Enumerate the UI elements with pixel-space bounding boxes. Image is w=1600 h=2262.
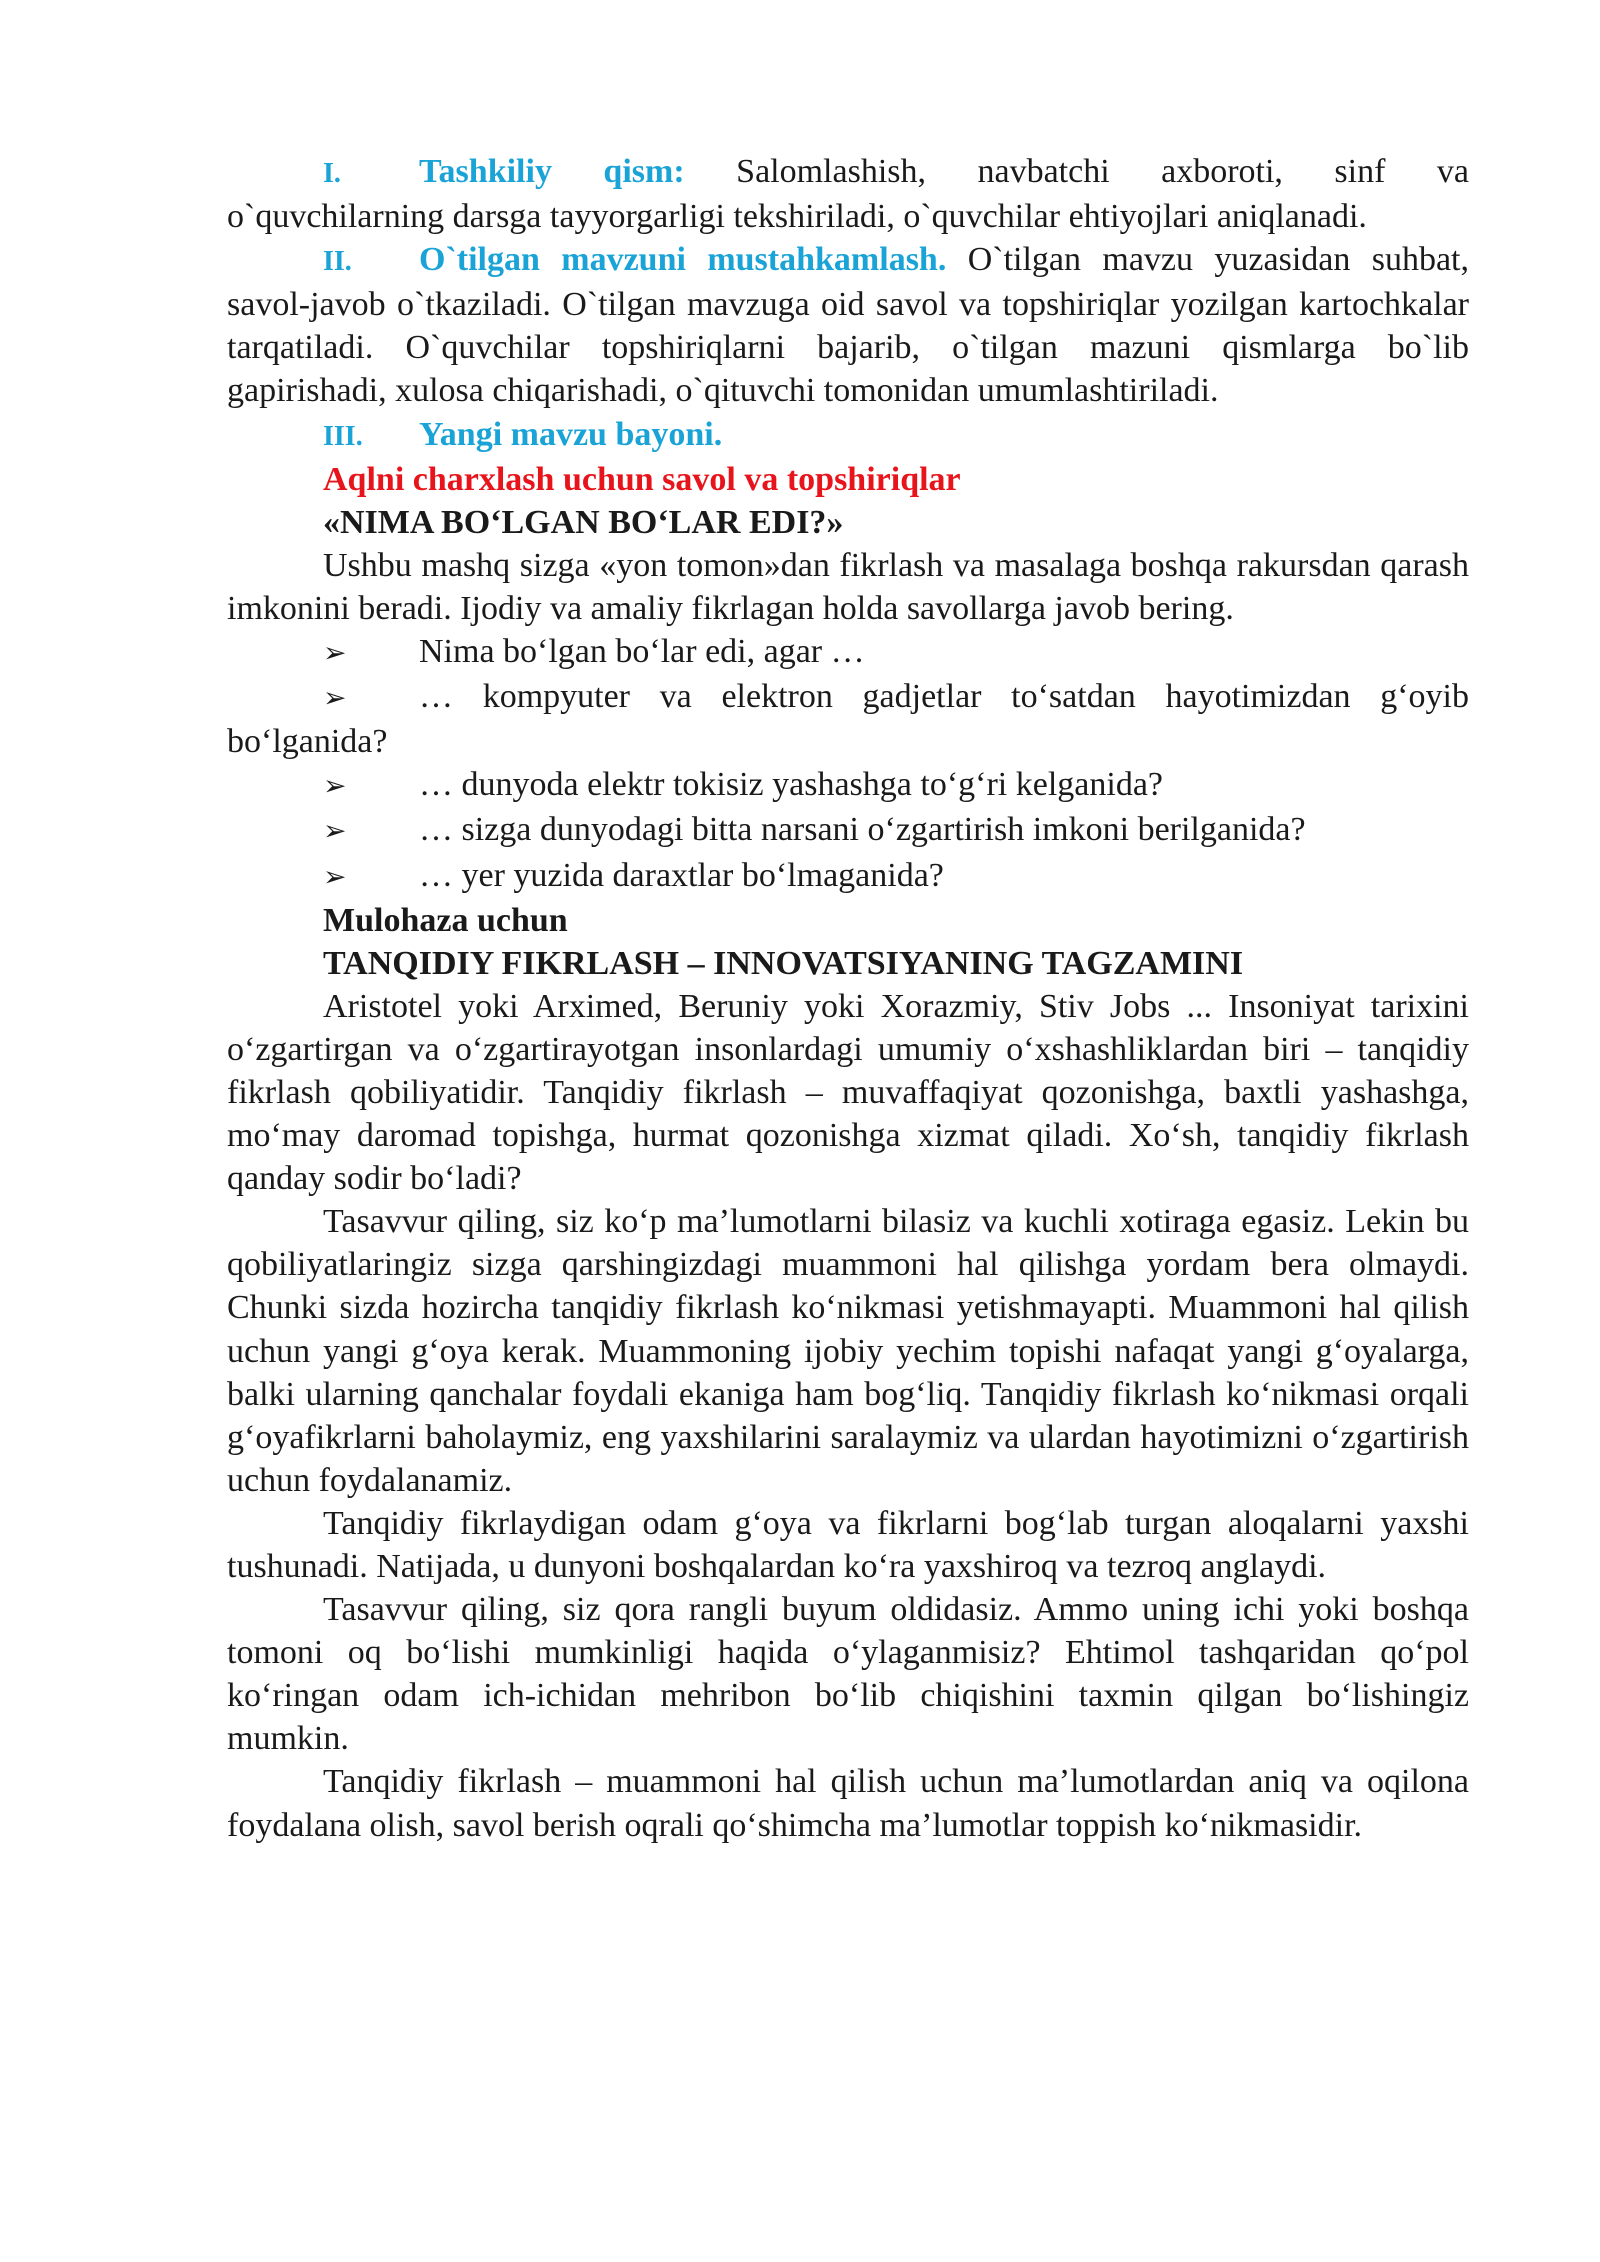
bullet-item: [227, 854, 1469, 899]
section-text: Salomlashish, navbatchi axboroti, sinf va: [736, 153, 1469, 190]
body-paragraph: Tanqidiy fikrlaydigan odam g‘oya va fikrlarni bog‘lab turgan aloqalarni yaxshi tushunadi. Natijada, u dunyoni boshqalardan ko‘ra yaxshiroq va tezroq anglaydi.: [227, 1504, 1469, 1585]
bullet-item: [227, 808, 1469, 853]
section-number: III.: [323, 420, 363, 452]
section-number: I.: [323, 158, 341, 189]
section-text: O`tilgan mavzu yuzasidan suhbat, savol-javob o`tkaziladi. O`tilgan mavzuga oid savol va topshiriqlar yozilgan kartochkalar tarqatiladi. O`quvchilar topshiriqlarni bajarib, o`tilgan mazuni qismlarga bo`lib gapirishadi, xulosa chiqarishadi, o`qituvchi tomonidan umumlashtiriladi.: [227, 241, 1469, 410]
bullet-text: … yer yuzida daraxtlar bo‘lmaganida?: [419, 856, 944, 894]
exercise-title: «NIMA BO‘LGAN BO‘LAR EDI?»: [323, 503, 844, 541]
reflection-label: Mulohaza uchun: [323, 901, 568, 939]
section-2: [227, 238, 1469, 412]
arrow-bullet-icon: ➢: [323, 771, 347, 803]
section-3: [227, 413, 1469, 458]
bullet-item: [227, 763, 1469, 808]
body-paragraph: Aristotel yoki Arximed, Beruniy yoki Xorazmiy, Stiv Jobs ... Insoniyat tarixini o‘zgartirgan va o‘zgartirayotgan insonlardagi umumiy o‘xshashliklardan biri – tanqidiy fikrlash qobiliyatidir. Tanqidiy fikrlash – muvaffaqiyat qozonishga, baxtli yashashga, mo‘may daromad topishga, hurmat qozonishga xizmat qiladi. Xo‘sh, tanqidiy fikrlash qanday sodir bo‘ladi?: [227, 987, 1469, 1198]
section-1-continuation: o`quvchilarning darsga tayyorgarligi tekshiriladi, o`quvchilar ehtiyojlari aniqlanadi.: [227, 198, 1367, 236]
arrow-bullet-icon: ➢: [323, 683, 347, 715]
arrow-bullet-icon: ➢: [323, 816, 347, 848]
arrow-bullet-icon: ➢: [323, 861, 347, 893]
body-paragraph: Tasavvur qiling, siz ko‘p ma’lumotlarni bilasiz va kuchli xotiraga egasiz. Lekin bu qobiliyatlaringiz sizga qarshingizdagi muammoni hal qilishga yordam bera olmaydi. Chunki sizda hozircha tanqidiy fikrlash ko‘nikmasi yetishmayapti. Muammoni hal qilish uchun yangi g‘oya kerak. Muammoning ijobiy yechim topishi nafaqat yangi g‘oyalarga, balki ularning qanchalar foydali ekaniga ham bog‘liq. Tanqidiy fikrlash ko‘nikmasi orqali g‘oyafikrlarni baholaymiz, eng yaxshilarini saralaymiz va ulardan hayotimizni o‘zgartirish uchun foydalanamiz.: [227, 1203, 1469, 1499]
body-paragraph: Tanqidiy fikrlash – muammoni hal qilish uchun ma’lumotlardan aniq va oqilona foydalana olish, savol berish oqrali qo‘shimcha ma’lumotlar toppish ko‘nikmasidir.: [227, 1763, 1469, 1844]
red-heading: Aqlni charxlash uchun savol va topshiriqlar: [323, 460, 961, 498]
bullet-item: [227, 630, 1469, 675]
document-page: [227, 150, 1469, 1847]
bullet-text: Nima bo‘lgan bo‘lar edi, agar …: [419, 633, 865, 671]
bullet-text: … kompyuter va elektron gadjetlar to‘satdan hayotimizdan g‘oyib bo‘lganida?: [227, 678, 1469, 761]
section-title: O`tilgan mavzuni mustahkamlash.: [419, 241, 947, 279]
article-title: TANQIDIY FIKRLASH – INNOVATSIYANING TAGZAMINI: [323, 944, 1244, 982]
section-title: Tashkiliy qism:: [419, 153, 685, 190]
section-title: Yangi mavzu bayoni.: [419, 415, 723, 453]
section-1: [227, 150, 1469, 195]
exercise-intro: Ushbu mashq sizga «yon tomon»dan fikrlash va masalaga boshqa rakursdan qarash imkonini beradi. Ijodiy va amaliy fikrlagan holda savollarga javob bering.: [227, 546, 1469, 627]
bullet-text: … sizga dunyodagi bitta narsani o‘zgartirish imkoni berilganida?: [419, 811, 1306, 849]
bullet-item: [227, 675, 1469, 763]
arrow-bullet-icon: ➢: [323, 638, 347, 670]
section-number: II.: [323, 246, 352, 278]
body-paragraph: Tasavvur qiling, siz qora rangli buyum oldidasiz. Ammo uning ichi yoki boshqa tomoni oq bo‘lishi mumkinligi haqida o‘ylaganmisiz? Ehtimol tashqaridan qo‘pol ko‘ringan odam ich-ichidan mehribon bo‘lib chiqishini taxmin qilgan bo‘lishingiz mumkin.: [227, 1591, 1469, 1758]
bullet-text: … dunyoda elektr tokisiz yashashga to‘g‘ri kelganida?: [419, 766, 1163, 804]
